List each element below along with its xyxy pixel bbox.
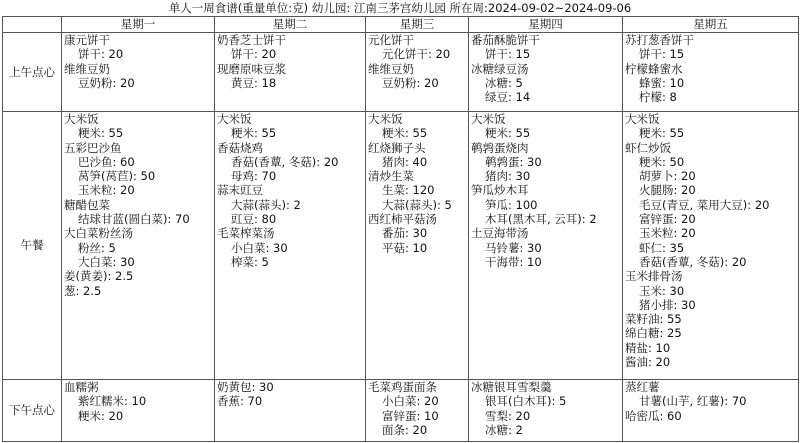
dish-name: 蒜末豇豆 (217, 183, 263, 198)
dish-name: 柠檬蜂蜜水 (625, 61, 683, 76)
ingredient-line: 鹌鹑蛋: 30 (485, 154, 542, 169)
dish-name: 毛菜榨菜汤 (217, 226, 275, 241)
page-title: 单人一周食谱(重量单位:克) 幼儿园: 江南三茅宫幼儿园 所在周:2024-09-02~2024-09-06 (168, 1, 632, 15)
ingredient-line: 甘薯(山芋, 红薯): 70 (639, 394, 747, 409)
ingredient-line: 玉米: 30 (639, 283, 685, 298)
menu-cell (366, 112, 469, 380)
ingredient-line: 饼干: 15 (485, 47, 531, 62)
ingredient-line: 粳米: 55 (231, 126, 277, 141)
ingredient-line: 香菇(香蕈, 冬菇): 20 (639, 254, 747, 269)
dish-name: 大米饭 (217, 112, 252, 126)
ingredient-line: 粉丝: 5 (78, 240, 116, 255)
ingredient-line: 元化饼干: 20 (382, 47, 451, 62)
ingredient-line: 富锌蛋: 10 (382, 408, 439, 423)
ingredient-line: 马铃薯: 30 (485, 240, 542, 255)
dish-name: 鹌鹑蛋烧肉 (471, 140, 529, 155)
ingredient-line: 饼干: 15 (639, 47, 685, 62)
dish-name: 绵白糖: 25 (625, 326, 682, 341)
dish-name: 菜籽油: 55 (625, 312, 682, 327)
dish-name: 奶香芝士饼干 (217, 33, 286, 47)
menu-cell (623, 33, 799, 112)
meal-row-morning-snack (3, 33, 799, 112)
ingredient-line: 面条: 20 (382, 422, 428, 437)
dish-name: 哈密瓜: 60 (625, 408, 682, 423)
ingredient-line: 冰糖: 5 (485, 75, 523, 90)
dish-name: 糖醋包菜 (64, 197, 110, 212)
ingredient-line: 粳米: 55 (485, 126, 531, 141)
ingredient-line: 榨菜: 5 (231, 254, 269, 269)
dish-name: 奶黄包: 30 (217, 380, 274, 394)
menu-cell (623, 112, 799, 380)
ingredient-line: 胡萝卜: 20 (639, 169, 696, 184)
dish-name: 酱油: 20 (625, 355, 671, 370)
ingredient-line: 银耳(白木耳): 5 (485, 394, 567, 409)
menu-cell (623, 380, 799, 442)
ingredient-line: 玉米粒: 20 (78, 183, 135, 198)
ingredient-line: 香菇(香蕈, 冬菇): 20 (231, 154, 339, 169)
ingredient-line: 黄豆: 18 (231, 75, 277, 90)
day-header-wed: 星期三 (366, 17, 469, 33)
meal-label: 午餐 (3, 112, 62, 380)
dish-name: 大米饭 (471, 112, 506, 126)
ingredient-line: 莴笋(莴苣): 50 (78, 169, 156, 184)
corner-cell (3, 17, 62, 33)
dish-name: 香蕉: 70 (217, 394, 263, 409)
dish-name: 大白菜粉丝汤 (64, 226, 133, 241)
ingredient-line: 结球甘蓝(圆白菜): 70 (78, 212, 190, 227)
ingredient-line: 冰糖: 2 (485, 422, 523, 437)
ingredient-line: 猪小排: 30 (639, 297, 696, 312)
ingredient-line: 毛豆(青豆, 菜用大豆): 20 (639, 197, 770, 212)
ingredient-line: 玉米粒: 20 (639, 226, 696, 241)
dish-name: 现磨原味豆浆 (217, 61, 286, 76)
meal-label: 上午点心 (3, 33, 62, 112)
dish-name: 冰糖绿豆汤 (471, 61, 529, 76)
day-header-fri: 星期五 (623, 17, 799, 33)
menu-cell (469, 112, 623, 380)
ingredient-line: 粳米: 20 (78, 408, 124, 423)
dish-name: 血糯粥 (64, 380, 99, 394)
dish-name: 维维豆奶 (368, 61, 414, 76)
dish-name: 毛菜鸡蛋面条 (368, 380, 437, 394)
ingredient-line: 紫红糯米: 10 (78, 394, 147, 409)
ingredient-line: 粳米: 50 (639, 154, 685, 169)
dish-name: 玉米排骨汤 (625, 269, 683, 284)
ingredient-line: 猪肉: 30 (485, 169, 531, 184)
dish-name: 精盐: 10 (625, 340, 671, 355)
meal-row-afternoon-snack (3, 380, 799, 442)
dish-name: 大米饭 (64, 112, 99, 126)
ingredient-line: 雪梨: 20 (485, 408, 531, 423)
menu-cell (215, 112, 366, 380)
meal-label: 下午点心 (3, 380, 62, 442)
ingredient-line: 饼干: 20 (78, 47, 124, 62)
ingredient-line: 大蒜(蒜头): 2 (231, 197, 301, 212)
menu-cell (215, 380, 366, 442)
ingredient-line: 母鸡: 70 (231, 169, 277, 184)
ingredient-line: 火腿肠: 20 (639, 183, 696, 198)
menu-cell (469, 380, 623, 442)
ingredient-line: 粳米: 55 (639, 126, 685, 141)
day-header-thu: 星期四 (469, 17, 623, 33)
menu-cell (366, 380, 469, 442)
dish-name: 红烧狮子头 (368, 140, 426, 155)
dish-name: 维维豆奶 (64, 61, 110, 76)
dish-name: 元化饼干 (368, 33, 414, 47)
ingredient-line: 大蒜(蒜头): 5 (382, 197, 452, 212)
dish-name: 香菇烧鸡 (217, 140, 263, 155)
dish-name: 虾仁炒饭 (625, 140, 671, 155)
menu-cell (62, 112, 215, 380)
ingredient-line: 蜂蜜: 10 (639, 75, 685, 90)
dish-name: 清炒生菜 (368, 169, 414, 184)
ingredient-line: 粳米: 55 (78, 126, 124, 141)
dish-name: 土豆海带汤 (471, 226, 529, 241)
ingredient-line: 干海带: 10 (485, 254, 542, 269)
ingredient-line: 虾仁: 35 (639, 240, 685, 255)
ingredient-line: 猪肉: 40 (382, 154, 428, 169)
ingredient-line: 大白菜: 30 (78, 254, 135, 269)
dish-name: 康元饼干 (64, 33, 110, 47)
dish-name: 姜(黄姜): 2.5 (64, 269, 134, 284)
ingredient-line: 饼干: 20 (231, 47, 277, 62)
ingredient-line: 豆奶粉: 20 (382, 75, 439, 90)
ingredient-line: 笋瓜: 100 (485, 197, 538, 212)
day-header-mon: 星期一 (62, 17, 215, 33)
dish-name: 笋瓜炒木耳 (471, 183, 529, 198)
ingredient-line: 巴沙鱼: 60 (78, 154, 135, 169)
ingredient-line: 豇豆: 80 (231, 212, 277, 227)
ingredient-line: 小白菜: 20 (382, 394, 439, 409)
ingredient-line: 小白菜: 30 (231, 240, 288, 255)
dish-name: 五彩巴沙鱼 (64, 140, 122, 155)
menu-cell (366, 33, 469, 112)
ingredient-line: 番茄: 30 (382, 226, 428, 241)
dish-name: 蒸红薯 (625, 380, 660, 394)
dish-name: 番茄酥脆饼干 (471, 33, 540, 47)
ingredient-line: 豆奶粉: 20 (78, 75, 135, 90)
meal-row-lunch (3, 112, 799, 380)
ingredient-line: 生菜: 120 (382, 183, 435, 198)
ingredient-line: 富锌蛋: 20 (639, 212, 696, 227)
ingredient-line: 粳米: 55 (382, 126, 428, 141)
ingredient-line: 木耳(黑木耳, 云耳): 2 (485, 212, 597, 227)
day-header-row (3, 17, 799, 33)
dish-name: 葱: 2.5 (64, 283, 102, 298)
menu-cell (469, 33, 623, 112)
dish-name: 大米饭 (368, 112, 403, 126)
dish-name: 大米饭 (625, 112, 660, 126)
dish-name: 苏打葱香饼干 (625, 33, 694, 47)
dish-name: 冰糖银耳雪梨羹 (471, 380, 552, 394)
menu-cell (62, 380, 215, 442)
menu-cell (215, 33, 366, 112)
ingredient-line: 绿豆: 14 (485, 90, 531, 105)
weekly-menu-table (2, 16, 799, 442)
day-header-tue: 星期二 (215, 17, 366, 33)
ingredient-line: 柠檬: 8 (639, 90, 677, 105)
menu-cell (62, 33, 215, 112)
ingredient-line: 平菇: 10 (382, 240, 428, 255)
dish-name: 西红柿平菇汤 (368, 212, 437, 227)
